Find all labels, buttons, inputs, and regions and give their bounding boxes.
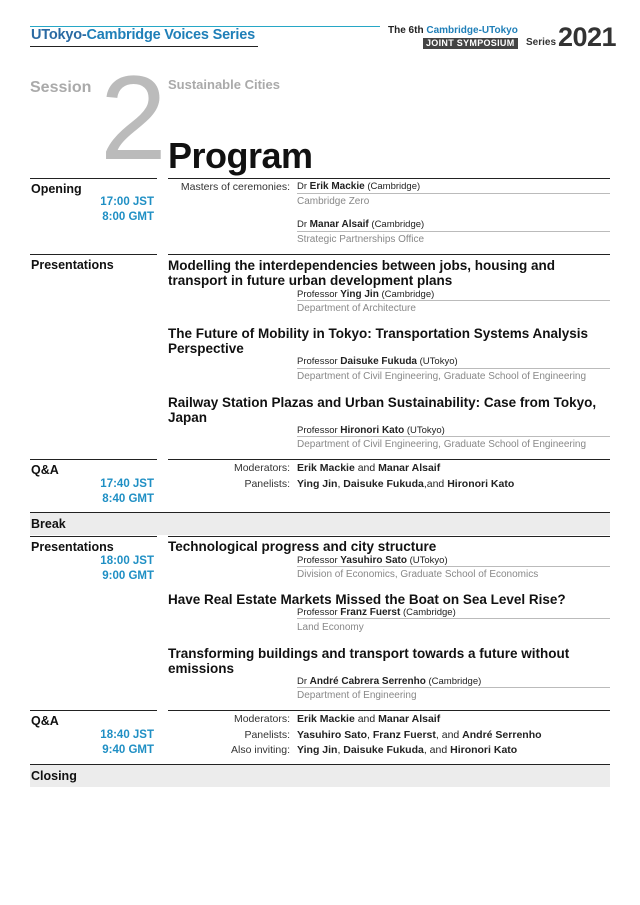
talk-5-rule (297, 618, 610, 619)
joint-symposium-badge: JOINT SYMPOSIUM (423, 38, 518, 49)
symposium-year: 2021 (558, 22, 617, 52)
talk-6-affiliation: Department of Engineering (297, 690, 417, 701)
talk-4-rule (297, 566, 610, 567)
talk-2-speaker: Professor Daisuke Fukuda (UTokyo) (297, 356, 458, 367)
talk-2-rule (297, 368, 610, 369)
qa1-right-rule (168, 459, 610, 460)
qa-1-time-gmt: 8:40 GMT (102, 493, 154, 505)
closing-label: Closing (31, 769, 77, 783)
opening-left-rule (30, 178, 157, 179)
talk-1-affiliation: Department of Architecture (297, 303, 416, 314)
qa-1-time-jst: 17:40 JST (100, 478, 154, 490)
qa-2-panelists: Yasuhiro Sato, Franz Fuerst, and André Serrenho (297, 729, 542, 741)
qa-1-moderators: Erik Mackie and Manar Alsaif (297, 462, 441, 474)
mc-1: Dr Erik Mackie (Cambridge) (297, 181, 421, 192)
session-number: 2 (100, 51, 167, 185)
qa-2-inviting: Ying Jin, Daisuke Fukuda, and Hironori Kato (297, 744, 518, 756)
qa2-left-rule (30, 710, 157, 711)
mc-2-rule (297, 231, 610, 232)
page-title: Program (168, 135, 313, 176)
talk-4-affiliation: Division of Economics, Graduate School of Economics (297, 569, 539, 580)
talk-5-title: Have Real Estate Markets Missed the Boat on Sea Level Rise? (168, 592, 566, 607)
closing-band (30, 765, 610, 787)
talk-1-title: Modelling the interdependencies between jobs, housing and transport in future urban development plans (168, 258, 556, 288)
qa-1-label: Q&A (31, 463, 59, 477)
talk-3-speaker: Professor Hironori Kato (UTokyo) (297, 425, 445, 436)
talk-6-title: Transforming buildings and transport towards a future without emissions (168, 646, 570, 676)
talk-4-title: Technological progress and city structure (168, 539, 437, 554)
talk-2-title: The Future of Mobility in Tokyo: Transportation Systems Analysis Perspective (168, 326, 589, 356)
break-label: Break (31, 517, 66, 531)
presentations-2-label: Presentations (31, 540, 114, 554)
presentations-1-label: Presentations (31, 258, 114, 272)
opening-time-gmt: 8:00 GMT (102, 211, 154, 223)
qa-2-moderators: Erik Mackie and Manar Alsaif (297, 713, 441, 725)
qa-1-panelists: Ying Jin, Daisuke Fukuda,and Hironori Kato (297, 478, 515, 490)
talk-2-affiliation: Department of Civil Engineering, Graduate School of Engineering (297, 371, 587, 382)
mc-2-affiliation: Strategic Partnerships Office (297, 234, 425, 245)
series-title: UTokyo-Cambridge Voices Series (31, 27, 255, 43)
qa-1-panelists-role: Panelists: (244, 478, 290, 490)
talk-5-affiliation: Land Economy (297, 622, 364, 633)
talk-3-affiliation: Department of Civil Engineering, Graduate School of Engineering (297, 439, 587, 450)
qa2-right-rule (168, 710, 610, 711)
talk-1-rule (297, 300, 610, 301)
talk-4-speaker: Professor Yasuhiro Sato (UTokyo) (297, 555, 448, 566)
talk-6-speaker: Dr André Cabrera Serrenho (Cambridge) (297, 676, 482, 687)
talk-1-speaker: Professor Ying Jin (Cambridge) (297, 289, 435, 300)
qa-1-moderators-role: Moderators: (233, 462, 290, 474)
session-label: Session (30, 79, 92, 96)
opening-time-jst: 17:00 JST (100, 196, 154, 208)
opening-label: Opening (31, 182, 82, 196)
qa-2-inviting-role: Also inviting: (231, 744, 290, 756)
session-title: Sustainable Cities (168, 77, 280, 92)
opening-right-rule (168, 178, 610, 179)
qa-2-time-gmt: 9:40 GMT (102, 744, 154, 756)
symposium-series-label: Series (526, 37, 557, 48)
mc-1-rule (297, 193, 610, 194)
talk-6-rule (297, 687, 610, 688)
talk-5-speaker: Professor Franz Fuerst (Cambridge) (297, 607, 456, 618)
talk-3-title: Railway Station Plazas and Urban Sustainability: Case from Tokyo, Japan (168, 395, 597, 425)
pres2-left-rule (30, 536, 157, 537)
qa-2-moderators-role: Moderators: (233, 713, 290, 725)
mc-2: Dr Manar Alsaif (Cambridge) (297, 219, 425, 230)
pres1-right-rule (168, 254, 610, 255)
qa-2-time-jst: 18:40 JST (100, 729, 154, 741)
pres-2-time-gmt: 9:00 GMT (102, 570, 154, 582)
mc-role: Masters of ceremonies: (180, 181, 290, 193)
break-band (30, 513, 610, 535)
talk-3-rule (297, 436, 610, 437)
pres1-left-rule (30, 254, 157, 255)
pres2-right-rule (168, 536, 610, 537)
pres-2-time-jst: 18:00 JST (100, 555, 154, 567)
header-underline (30, 46, 258, 47)
qa-2-panelists-role: Panelists: (244, 729, 290, 741)
qa-2-label: Q&A (31, 714, 59, 728)
mc-1-affiliation: Cambridge Zero (297, 196, 370, 207)
qa1-left-rule (30, 459, 157, 460)
symposium-line-1: The 6th Cambridge-UTokyo (388, 25, 518, 36)
